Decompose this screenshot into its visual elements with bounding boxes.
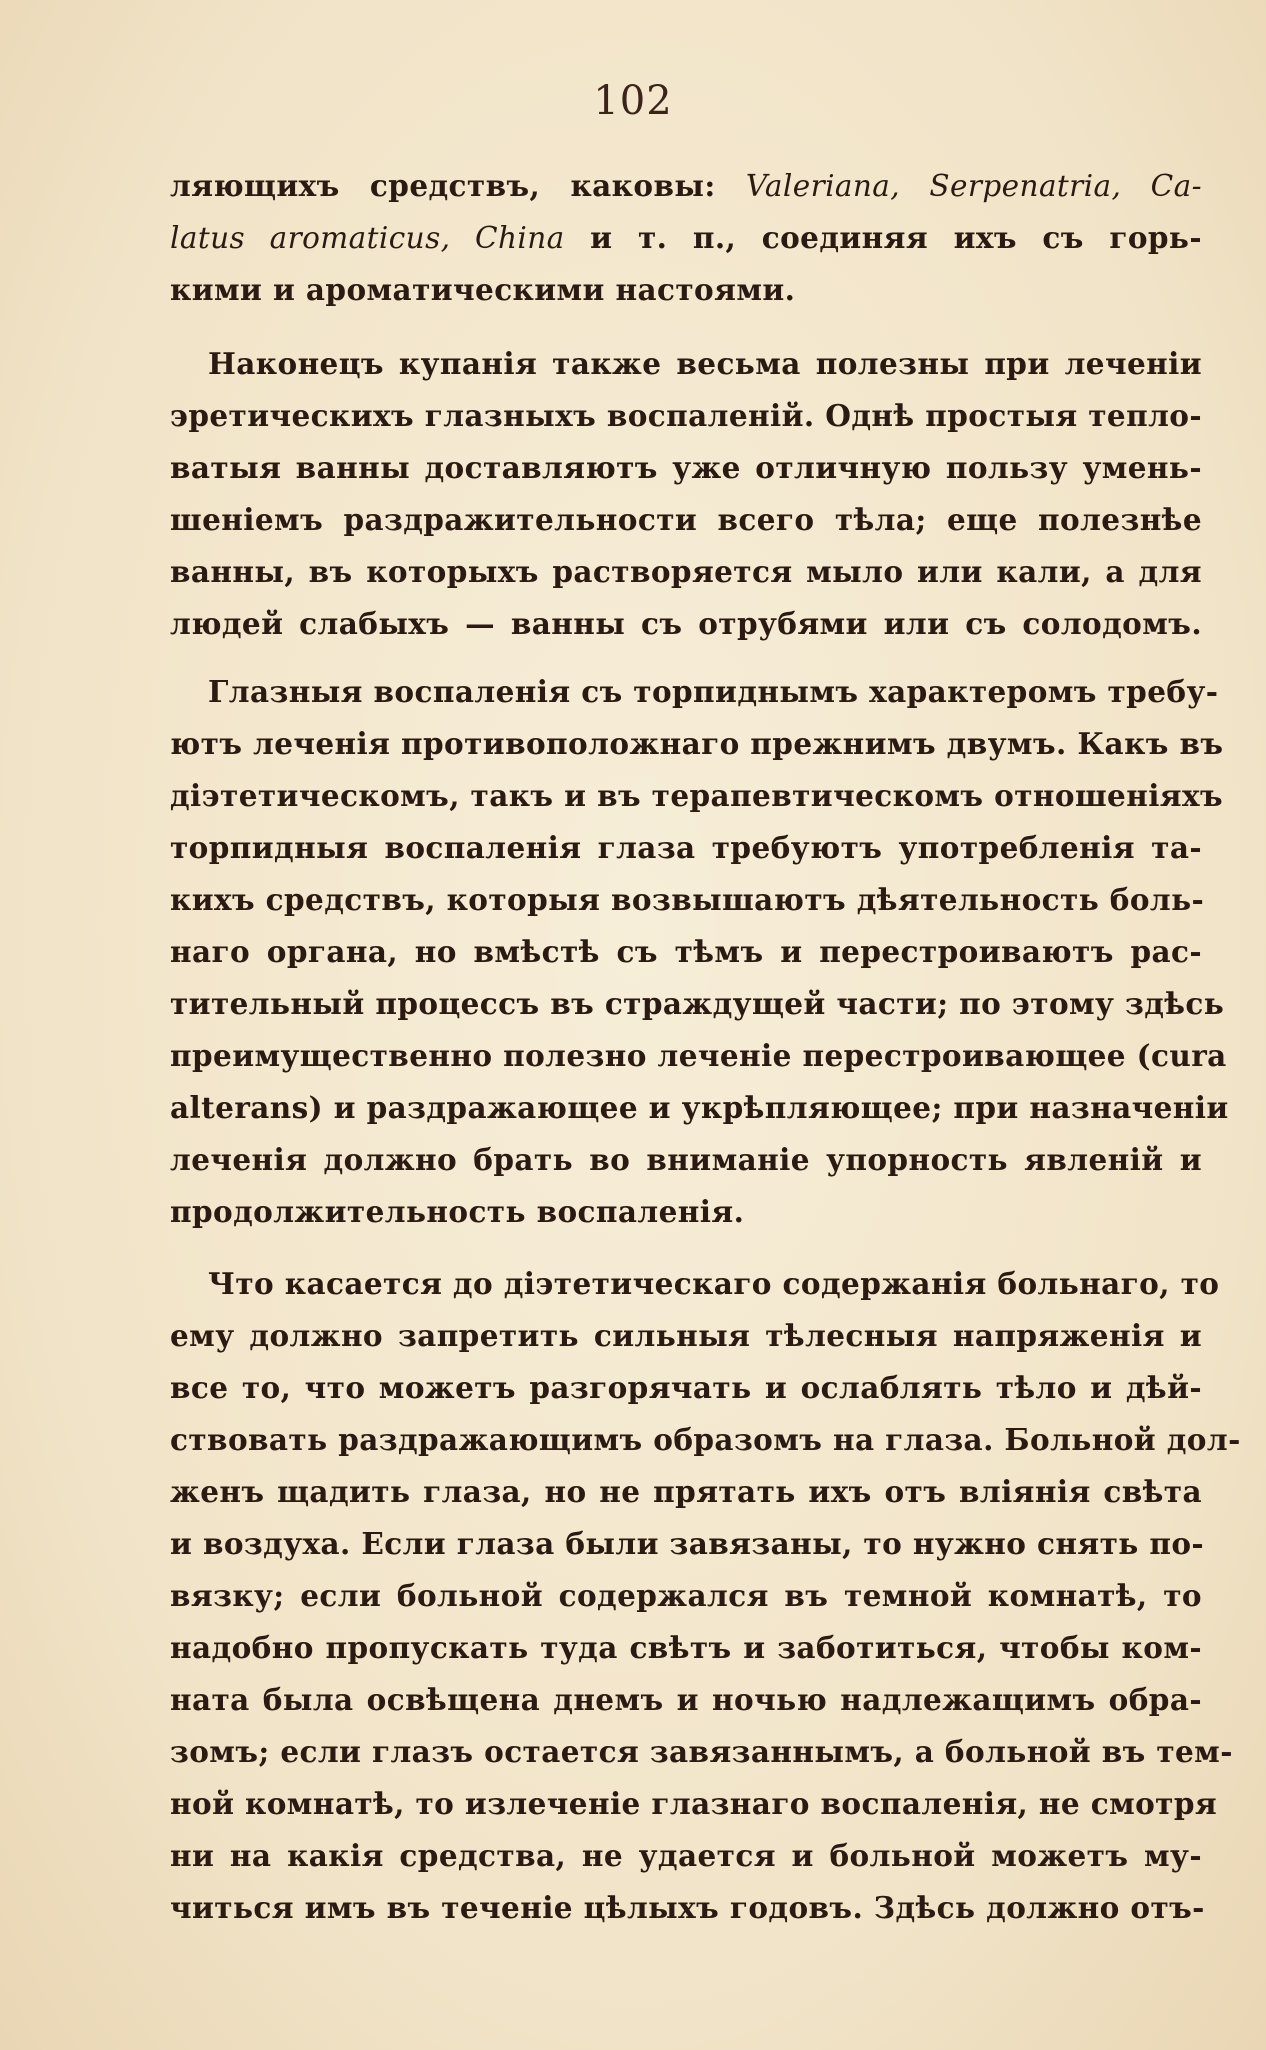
paragraph-3 bbox=[170, 666, 1229, 1238]
text-line: кихъ средствъ, которыя возвышаютъ дѣятельность боль- bbox=[170, 882, 1205, 917]
text-line: эретическихъ глазныхъ воспаленій. Однѣ простыя тепло- bbox=[170, 398, 1202, 433]
text-span: и т. п., соединяя ихъ съ горь- bbox=[564, 220, 1202, 255]
text-line: людей слабыхъ — ванны съ отрубями или съ солодомъ. bbox=[170, 606, 1202, 641]
text-line: ватыя ванны доставляютъ уже отличную пользу умень- bbox=[170, 450, 1202, 485]
text-line: діэтетическомъ, такъ и въ терапевтическомъ отношеніяхъ bbox=[170, 778, 1224, 813]
italic-text: China bbox=[475, 221, 565, 255]
text-line: ютъ леченія противоположнаго прежнимъ двумъ. Какъ въ bbox=[170, 726, 1224, 761]
text-line bbox=[170, 160, 1202, 212]
italic-text: Valeriana, Serpenatria, Ca- bbox=[745, 169, 1202, 203]
text-line: Что касается до діэтетическаго содержанія больнаго, то bbox=[208, 1266, 1220, 1301]
text-line: тительный процессъ въ страждущей части; по этому здѣсь bbox=[170, 986, 1225, 1021]
text-line: зомъ; если глазъ остается завязаннымъ, а больной въ тем- bbox=[170, 1734, 1233, 1769]
text-line: кими и ароматическими настоями. bbox=[170, 272, 796, 307]
text-line: продолжительность воспаленія. bbox=[170, 1194, 745, 1229]
text-line: все то, что можетъ разгорячать и ослаблять тѣло и дѣй- bbox=[170, 1370, 1202, 1405]
text-line: ему должно запретить сильныя тѣлесныя напряженія и bbox=[170, 1318, 1202, 1353]
text-line: наго органа, но вмѣстѣ съ тѣмъ и перестроиваютъ рас- bbox=[170, 934, 1202, 969]
text-line: надобно пропускать туда свѣтъ и заботиться, чтобы ком- bbox=[170, 1630, 1202, 1665]
text-line: шеніемъ раздражительности всего тѣла; еще полезнѣе bbox=[170, 502, 1202, 537]
text-line: ствовать раздражающимъ образомъ на глаза. Больной дол- bbox=[170, 1422, 1241, 1457]
text-line: женъ щадить глаза, но не прятать ихъ отъ вліянія свѣта bbox=[170, 1474, 1202, 1509]
text-line: ной комнатѣ, то излеченіе глазнаго воспаленія, не смотря bbox=[170, 1786, 1218, 1821]
text-line: ванны, въ которыхъ растворяется мыло или кали, а для bbox=[170, 554, 1202, 589]
text-line: читься имъ въ теченіе цѣлыхъ годовъ. Здѣсь должно отъ- bbox=[170, 1890, 1205, 1925]
paragraph-1 bbox=[170, 160, 1202, 316]
text-line: Наконецъ купанія также весьма полезны при леченіи bbox=[208, 346, 1202, 381]
text-line: ната была освѣщена днемъ и ночью надлежащимъ обра- bbox=[170, 1682, 1202, 1717]
text-line: Глазныя воспаленія съ торпиднымъ характеромъ требу- bbox=[208, 674, 1219, 709]
paragraph-4 bbox=[170, 1258, 1241, 1934]
text-line bbox=[170, 212, 1202, 264]
text-line: преимущественно полезно леченіе перестроивающее (cura bbox=[170, 1038, 1227, 1073]
text-line: alterans) и раздражающее и укрѣпляющее; при назначеніи bbox=[170, 1090, 1229, 1125]
text-span: ляющихъ средствъ, каковы: bbox=[170, 168, 746, 203]
text-line: леченія должно брать во вниманіе упорность явленій и bbox=[170, 1142, 1202, 1177]
paragraph-2 bbox=[170, 338, 1202, 650]
italic-text: latus aromaticus, bbox=[170, 221, 476, 255]
text-line: торпидныя воспаленія глаза требуютъ употребленія та- bbox=[170, 830, 1202, 865]
text-line: вязку; если больной содержался въ темной комнатѣ, то bbox=[170, 1578, 1202, 1613]
text-line: и воздуха. Если глаза были завязаны, то нужно снять по- bbox=[170, 1526, 1205, 1561]
text-line: ни на какія средства, не удается и больной можетъ му- bbox=[170, 1838, 1202, 1873]
page-number: 102 bbox=[593, 78, 673, 124]
